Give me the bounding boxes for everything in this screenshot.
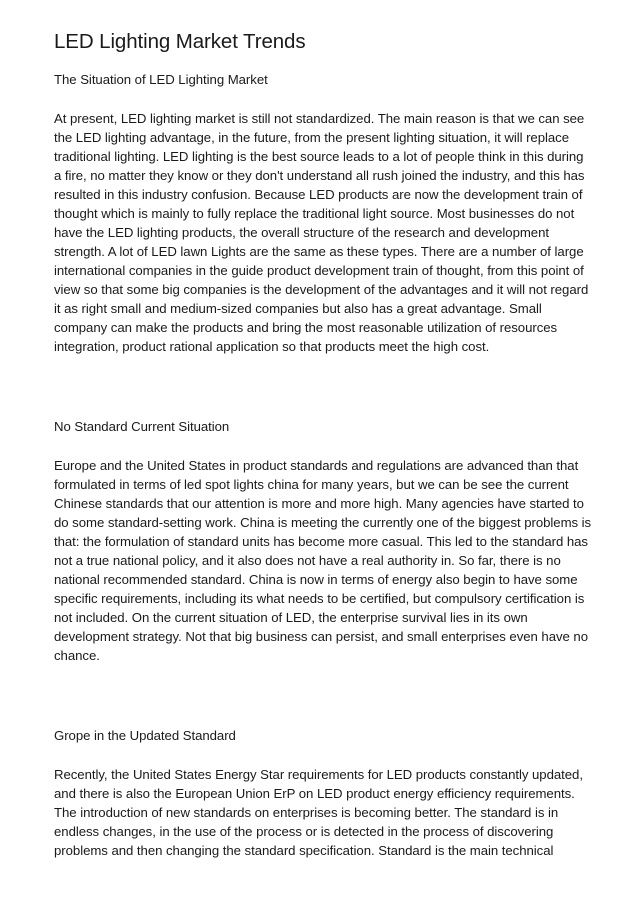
paragraph-line: that: the formulation of standard units has become more casual. This led to the standard has bbox=[54, 534, 588, 549]
paragraph-line: not included. On the current situation of LED, the enterprise survival lies in its own bbox=[54, 610, 528, 625]
document-title: LED Lighting Market Trends bbox=[54, 30, 306, 53]
paragraph-line: formulated in terms of led spot lights china for many years, but we can be see the current bbox=[54, 477, 569, 492]
paragraph-line: integration, product rational application so that products meet the high cost. bbox=[54, 339, 490, 354]
paragraph-line: do some standard-setting work. China is meeting the currently one of the biggest problems is bbox=[54, 515, 592, 530]
paragraph-line: chance. bbox=[54, 648, 100, 663]
paragraph-line: At present, LED lighting market is still not standardized. The main reason is that we can see bbox=[54, 111, 585, 126]
paragraph-line: resulted in this industry confusion. Because LED products are now the development train of bbox=[54, 187, 583, 202]
paragraph-line: Europe and the United States in product standards and regulations are advanced than that bbox=[54, 458, 579, 473]
paragraph-line: strength. A lot of LED lawn Lights are the same as these types. There are a number of large bbox=[54, 244, 584, 259]
paragraph-line: view so that some big companies is the development of the advantages and it will not regard bbox=[54, 282, 589, 297]
paragraph-line: a fire, no matter they know or they don't understand all rush joined the industry, and this has bbox=[54, 168, 585, 183]
paragraph-line: problems and then changing the standard specification. Standard is the main technical bbox=[54, 843, 554, 858]
paragraph-line: it as right small and medium-sized companies but also has a great advantage. Small bbox=[54, 301, 542, 316]
paragraph-line: endless changes, in the use of the process or is detected in the process of discovering bbox=[54, 824, 554, 839]
section-heading: The Situation of LED Lighting Market bbox=[54, 72, 268, 87]
paragraph-line: national recommended standard. China is now in terms of energy also begin to have some bbox=[54, 572, 578, 587]
paragraph-line: development strategy. Not that big business can persist, and small enterprises even have no bbox=[54, 629, 588, 644]
paragraph-line: company can make the products and bring the most reasonable utilization of resources bbox=[54, 320, 558, 335]
paragraph-line: traditional lighting. LED lighting is the best source leads to a lot of people think in this during bbox=[54, 149, 584, 164]
paragraph-line: The introduction of new standards on enterprises is becoming better. The standard is in bbox=[54, 805, 559, 820]
paragraph-line: Chinese standards that our attention is more and more high. Many agencies have started to bbox=[54, 496, 584, 511]
paragraph-line: have the LED lighting products, the overall structure of the research and development bbox=[54, 225, 549, 240]
section-heading: Grope in the Updated Standard bbox=[54, 728, 236, 743]
section-heading: No Standard Current Situation bbox=[54, 419, 230, 434]
paragraph-line: and there is also the European Union ErP on LED product energy efficiency requirements. bbox=[54, 786, 575, 801]
paragraph-line: international companies in the guide product development train of thought, from this point of bbox=[54, 263, 584, 278]
paragraph-line: Recently, the United States Energy Star requirements for LED products constantly updated, bbox=[54, 767, 583, 782]
paragraph-line: thought which is mainly to fully replace the traditional light source. Most businesses do not bbox=[54, 206, 575, 221]
paragraph-line: the LED lighting advantage, in the future, from the present lighting situation, it will replace bbox=[54, 130, 569, 145]
paragraph-line: specific requirements, including its what needs to be certified, but compulsory certification is bbox=[54, 591, 585, 606]
paragraph-line: not a true national policy, and it also does not have a real authority in. So far, there is no bbox=[54, 553, 561, 568]
